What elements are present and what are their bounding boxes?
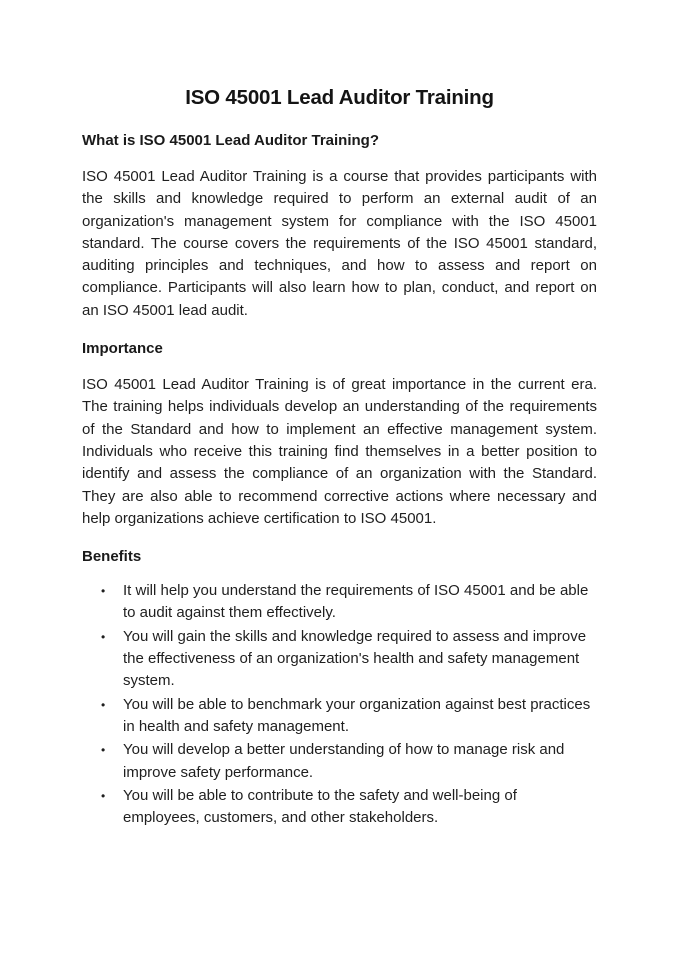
list-item-text: You will be able to contribute to the safety and well-being of employees, customers, and other stakeholders. bbox=[123, 786, 517, 827]
paragraph-what: ISO 45001 Lead Auditor Training is a course that provides participants with the skills and knowledge required to perform an external audit of an organization's management system for compliance with the ISO 45001 standard. The course covers the requirements of the ISO 45001 standard, auditing principles and techniques, and how to assess and report on compliance. Participants will also learn how to plan, conduct, and report on an ISO 45001 lead audit. bbox=[82, 168, 597, 319]
list-item-text: You will develop a better understanding of how to manage risk and improve safety performance. bbox=[123, 741, 565, 781]
list-item bbox=[82, 626, 597, 693]
bullet-icon: • bbox=[101, 697, 106, 712]
bullet-icon: • bbox=[101, 584, 106, 599]
bullet-icon: • bbox=[101, 743, 106, 758]
list-item bbox=[82, 694, 597, 739]
bullet-icon: • bbox=[101, 788, 106, 803]
section-heading-benefits: Benefits bbox=[82, 548, 142, 566]
benefits-list bbox=[82, 580, 597, 829]
list-item bbox=[82, 580, 597, 625]
section-heading-what: What is ISO 45001 Lead Auditor Training? bbox=[82, 132, 379, 149]
bullet-icon: • bbox=[101, 629, 106, 644]
list-item bbox=[82, 739, 597, 784]
list-item-text: You will gain the skills and knowledge required to assess and improve the effectiveness of an organization's health and safety management system. bbox=[123, 627, 587, 690]
document-page bbox=[82, 86, 597, 829]
list-item-text: It will help you understand the requirements of ISO 45001 and be able to audit against them effectively. bbox=[123, 582, 589, 622]
document-title: ISO 45001 Lead Auditor Training bbox=[185, 86, 494, 109]
list-item bbox=[82, 785, 597, 830]
list-item-text: You will be able to benchmark your organization against best practices in health and safety management. bbox=[123, 695, 591, 735]
section-heading-importance: Importance bbox=[82, 340, 163, 358]
paragraph-importance: ISO 45001 Lead Auditor Training is of great importance in the current era. The training helps individuals develop an understanding of the requirements of the Standard and how to implement an effective management system. Individuals who receive this training find themselves in a better position to identify and assess the compliance of an organization with the Standard. They are also able to recommend corrective actions where necessary and help organizations achieve certification to ISO 45001. bbox=[82, 376, 597, 527]
